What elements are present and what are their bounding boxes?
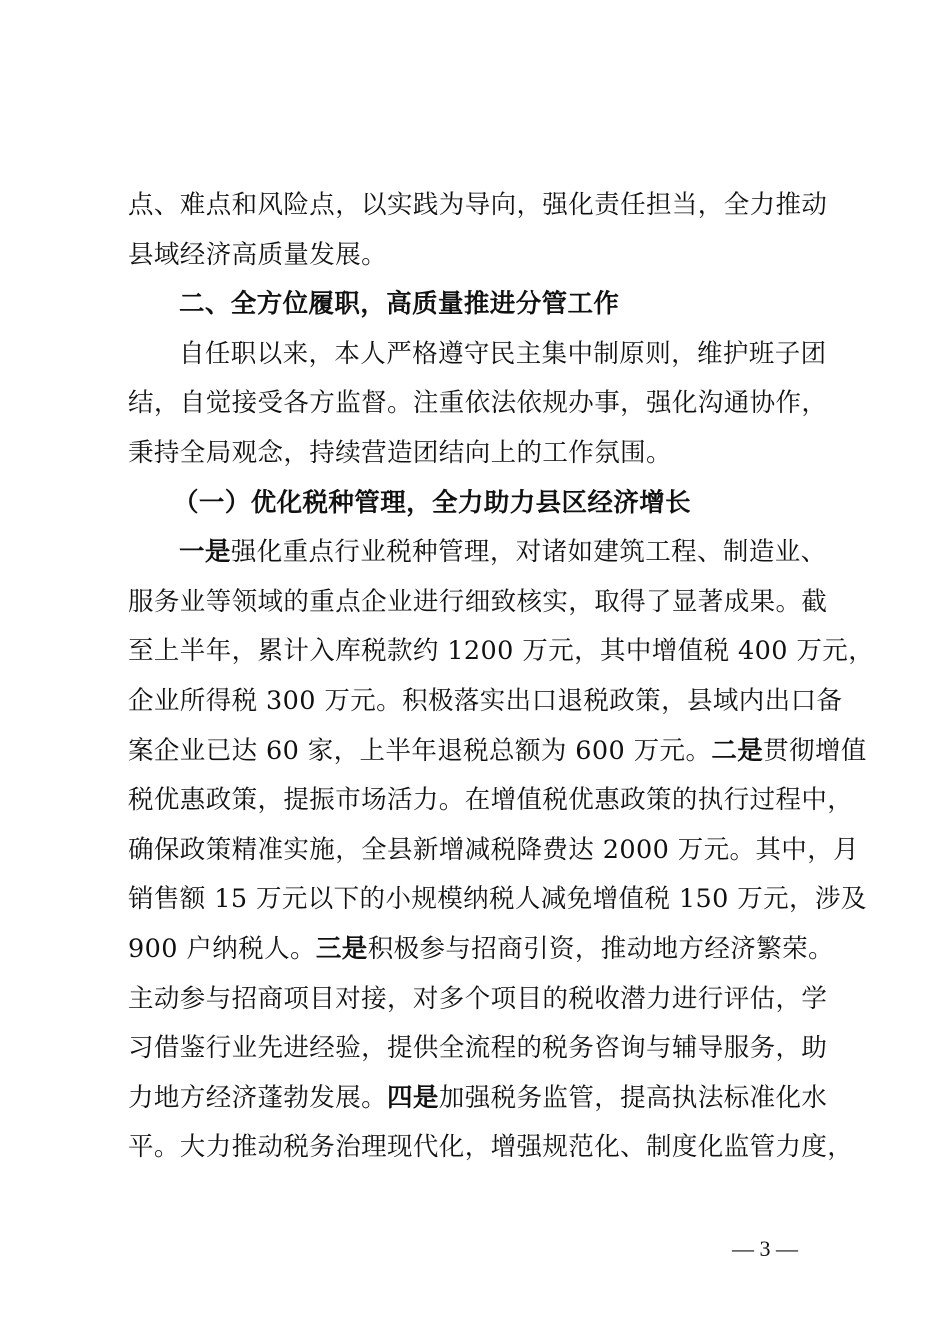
- body-text: 销售额 15 万元以下的小规模纳税人减免增值税 150 万元，涉及: [128, 884, 867, 915]
- lead-phrase: 二是: [711, 735, 764, 766]
- body-text: 平。大力推动税务治理现代化，增强规范化、制度化监管力度，: [128, 1132, 854, 1163]
- body-text: 自任职以来，本人严格遵守民主集中制原则，维护班子团: [179, 338, 827, 369]
- paragraph-line: [128, 330, 834, 380]
- body-text: 900 户纳税人。: [128, 933, 316, 964]
- document-body: [128, 181, 875, 1173]
- body-text: 主动参与招商项目对接，对多个项目的税收潜力进行评估，学: [128, 983, 828, 1014]
- paragraph-line: [128, 231, 834, 281]
- paragraph-line: [128, 379, 834, 429]
- body-text: 确保政策精准实施，全县新增减税降费达 2000 万元。其中，月: [128, 834, 860, 865]
- body-text: 积极参与招商引资，推动地方经济繁荣。: [367, 933, 834, 964]
- body-text: 强化重点行业税种管理，对诸如建筑工程、制造业、: [230, 537, 827, 568]
- body-text: 习借鉴行业先进经验，提供全流程的税务咨询与辅导服务，助: [128, 1033, 828, 1064]
- body-text: 县域经济高质量发展。: [128, 239, 388, 270]
- paragraph-line: [128, 528, 834, 578]
- heading-text: 二、全方位履职，高质量推进分管工作: [179, 289, 620, 320]
- subsection-heading-1: [128, 479, 834, 529]
- body-text: 服务业等领域的重点企业进行细致核实，取得了显著成果。截: [128, 586, 828, 617]
- section-heading-2: [128, 280, 834, 330]
- paragraph-line: [128, 677, 843, 727]
- paragraph-line: [128, 1024, 834, 1074]
- paragraph-line: [128, 578, 834, 628]
- paragraph-line: [128, 875, 867, 925]
- body-text: 结，自觉接受各方监督。注重依法依规办事，强化沟通协作，: [128, 388, 828, 419]
- lead-phrase: 四是: [387, 1082, 439, 1113]
- paragraph-line: [128, 975, 834, 1025]
- body-text: 点、难点和风险点，以实践为导向，强化责任担当，全力推动: [128, 190, 828, 220]
- paragraph-line: [128, 1123, 854, 1173]
- heading-text: （一）优化税种管理，全力助力县区经济增长: [173, 487, 692, 518]
- lead-phrase: 三是: [315, 933, 368, 964]
- body-text: 企业所得税 300 万元。积极落实出口退税政策，县域内出口备: [128, 685, 843, 716]
- paragraph-line: [128, 776, 854, 826]
- page-number: — 3 —: [732, 1236, 798, 1261]
- paragraph-line: [128, 925, 834, 975]
- body-text: 至上半年，累计入库税款约 1200 万元，其中增值税 400 万元，: [128, 636, 875, 667]
- body-text: 秉持全局观念，持续营造团结向上的工作氛围。: [128, 437, 672, 468]
- body-text: 加强税务监管，提高执法标准化水: [438, 1082, 828, 1113]
- paragraph-line: [128, 429, 834, 479]
- paragraph-line: [128, 1074, 834, 1124]
- body-text: 贯彻增值: [763, 735, 867, 766]
- paragraph-line: [128, 826, 860, 876]
- body-text: 力地方经济蓬勃发展。: [128, 1082, 388, 1113]
- body-text: 税优惠政策，提振市场活力。在增值税优惠政策的执行过程中，: [128, 785, 854, 816]
- paragraph-line: [128, 727, 867, 777]
- paragraph-line: [128, 181, 834, 231]
- paragraph-line: [128, 627, 875, 677]
- lead-phrase: 一是: [179, 537, 231, 568]
- body-text: 案企业已达 60 家，上半年退税总额为 600 万元。: [128, 735, 712, 766]
